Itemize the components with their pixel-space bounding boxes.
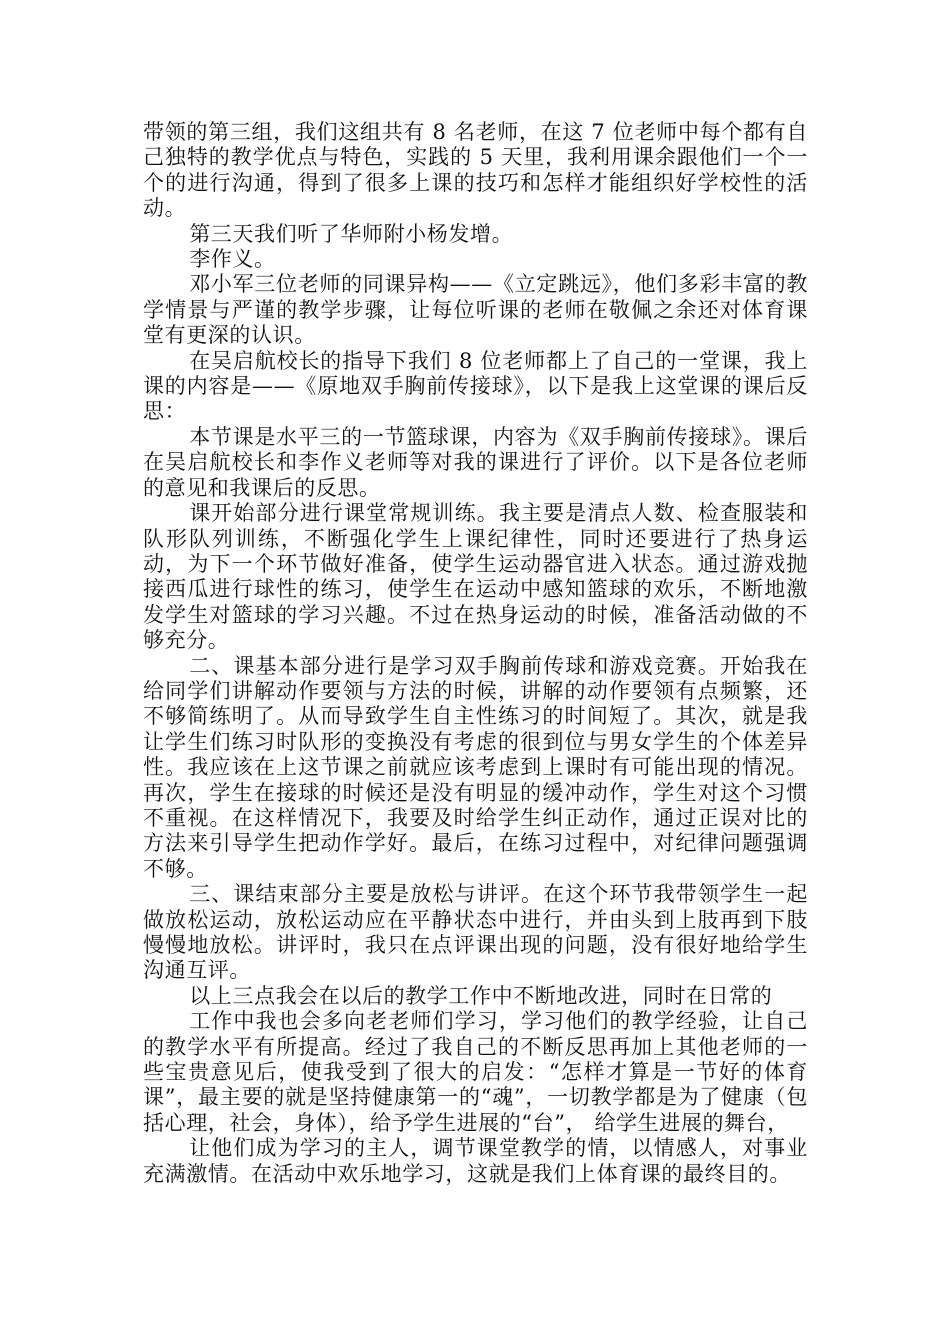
paragraph-2: 第三天我们听了华师附小杨发增。 bbox=[189, 221, 514, 246]
paragraph-9: 三、课结束部分主要是放松与讲评。在这个环节我带领学生一起做放松运动，放松运动应在平静状态中进行，并由头到上肢再到下肢慢慢地放松。讲评时，我只在点评课出现的问题，没有很好地给学生沟通互评。 bbox=[143, 882, 808, 983]
paragraph-11: 工作中我也会多向老老师们学习，学习他们的教学经验，让自己的教学水平有所提高。经过了我自己的不断反思再加上其他老师的一些宝贵意见后，使我受到了很大的启发：“怎样才算是一节好的体育课”，最主要的就是坚持健康第一的“魂”，一切教学都是为了健康（包括心理，社会，身体），给予学生进展的“台”， 给学生进展的舞台， bbox=[143, 1009, 808, 1135]
paragraph-5: 在吴启航校长的指导下我们 8 位老师都上了自己的一堂课，我上课的内容是——《原地双手胸前传接球》，以下是我上这堂课的课后反思： bbox=[143, 348, 808, 424]
paragraph-8: 二、课基本部分进行是学习双手胸前传球和游戏竞赛。开始我在给同学们讲解动作要领与方法的时候，讲解的动作要领有点频繁，还不够简练明了。从而导致学生自主性练习的时间短了。其次，就是我让学生们练习时队形的变换没有考虑的很到位与男女学生的个体差异性。我应该在上这节课之前就应该考虑到上课时有可能出现的情况。再次，学生在接球的时候还是没有明显的缓冲动作，学生对这个习惯不重视。在这样情况下，我要及时给学生纠正动作，通过正误对比的方法来引导学生把动作学好。最后，在练习过程中，对纪律问题强调不够。 bbox=[143, 653, 808, 881]
paragraph-7: 课开始部分进行课堂常规训练。我主要是清点人数、检查服装和队形队列训练，不断强化学生上课纪律性，同时还要进行了热身运动，为下一个环节做好准备，使学生运动器官进入状态。通过游戏抛接西瓜进行球性的练习，使学生在运动中感知篮球的欢乐，不断地激发学生对篮球的学习兴趣。不过在热身运动的时候，准备活动做的不够充分。 bbox=[143, 501, 808, 653]
document-body bbox=[143, 120, 808, 1187]
paragraph-3: 李作义。 bbox=[189, 247, 276, 272]
paragraph-6: 本节课是水平三的一节篮球课，内容为《双手胸前传接球》。课后在吴启航校长和李作义老师等对我的课进行了评价。以下是各位老师的意见和我课后的反思。 bbox=[143, 424, 808, 500]
paragraph-12: 让他们成为学习的主人，调节课堂教学的情，以情感人，对事业充满激情。在活动中欢乐地学习，这就是我们上体育课的最终目的。 bbox=[143, 1136, 808, 1186]
paragraph-1: 带领的第三组，我们这组共有 8 名老师，在这 7 位老师中每个都有自己独特的教学优点与特色，实践的 5 天里，我利用课余跟他们一个一个的进行沟通，得到了很多上课的技巧和怎样才能组织好学校性的活动。 bbox=[143, 120, 808, 221]
paragraph-10: 以上三点我会在以后的教学工作中不断地改进，同时在日常的 bbox=[189, 983, 773, 1008]
paragraph-4: 邓小军三位老师的同课异构——《立定跳远》，他们多彩丰富的教学情景与严谨的教学步骤，让每位听课的老师在敬佩之余还对体育课堂有更深的认识。 bbox=[143, 272, 808, 348]
